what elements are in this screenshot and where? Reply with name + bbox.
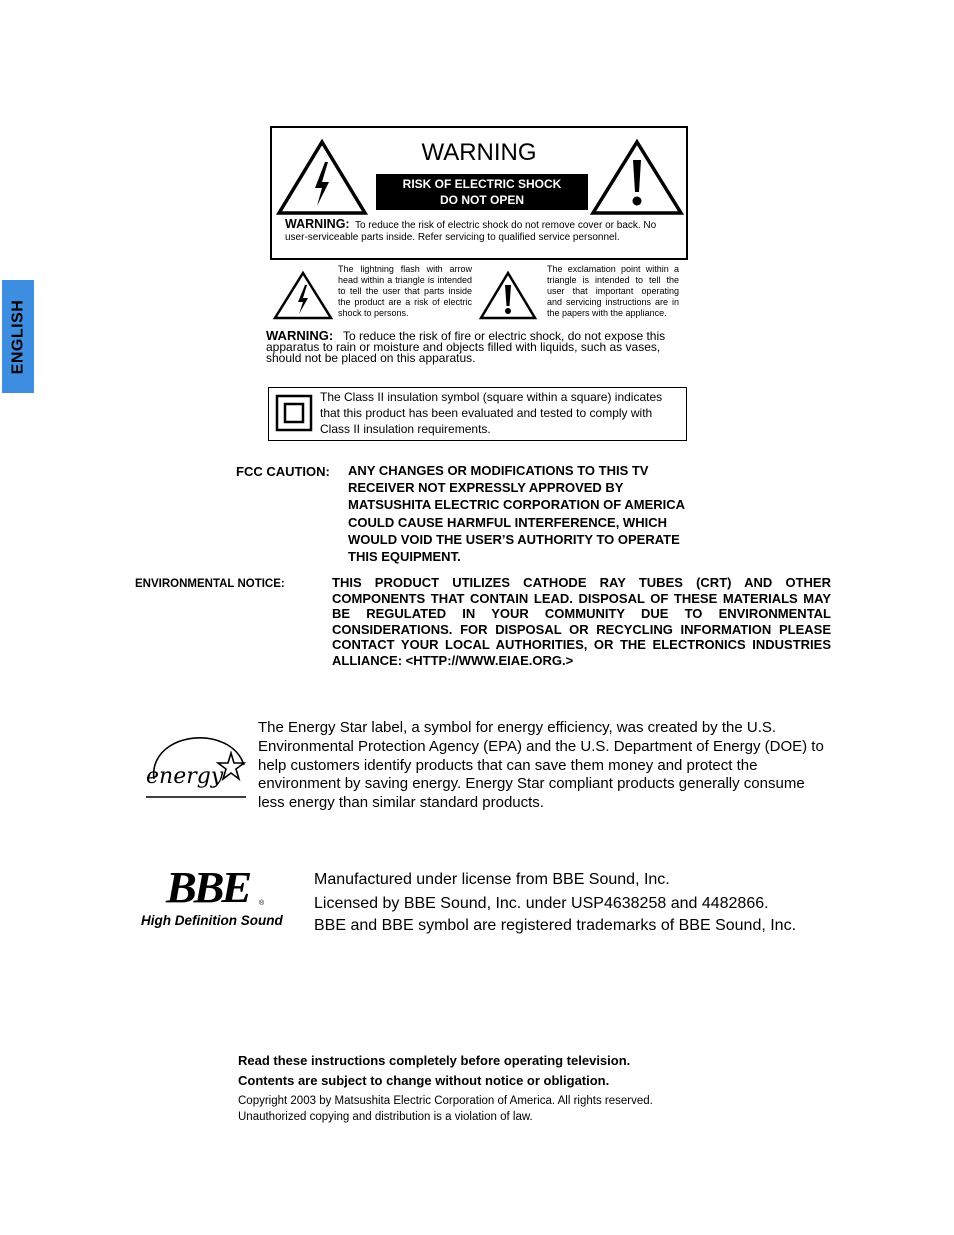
class2-square-icon [275, 394, 313, 432]
warning-text [285, 218, 679, 244]
warning-body: To reduce the risk of electric shock do not remove cover or back. No user-serviceable parts inside. Refer servicing to qualified service personnel. [285, 220, 657, 243]
shock-label-line1: RISK OF ELECTRIC SHOCK [402, 177, 562, 191]
bbe-logo [166, 863, 266, 914]
warning-title: WARNING [421, 139, 537, 166]
footer-line1: Read these instructions completely before operating television. [238, 1053, 631, 1068]
lightning-triangle-icon-small [272, 270, 334, 320]
energy-star-text: The Energy Star label, a symbol for energy efficiency, was created by the U.S. Environmental Protection Agency (EPA) and the U.S. Department of Energy (DOE) to help customers identify products that can save them money and protect the environment by saving energy. Energy Star compliant products generally consume less energy than similar standard products. [258, 719, 824, 812]
fcc-label: FCC CAUTION: [236, 464, 330, 479]
warning-box [270, 126, 688, 260]
language-tab-label: ENGLISH [9, 299, 26, 374]
fcc-line: RECEIVER NOT EXPRESSLY APPROVED BY [348, 480, 624, 496]
shock-label-line2: DO NOT OPEN [439, 193, 524, 207]
fcc-text [348, 462, 728, 565]
bbe-registered-mark: ® [259, 900, 265, 907]
footer-copyright: Copyright 2003 by Matsushita Electric Corporation of America. All rights reserved. [238, 1095, 653, 1107]
fire-warning [266, 330, 686, 364]
warning-word: WARNING: [285, 217, 350, 231]
exclamation-description: The exclamation point within a triangle is intended to tell the user that important operating and servicing instructions are in the papers with the appliance. [547, 264, 679, 318]
class2-text: The Class II insulation symbol (square within a square) indicates that this product has been evaluated and tested to comply with Class II insulation requirements. [320, 390, 663, 436]
bbe-line2: Licensed by BBE Sound, Inc. under USP4638258 and 4482866. [314, 895, 769, 912]
fire-warning-text: To reduce the risk of fire or electric shock, do not expose this apparatus to rain or moisture and objects filled with liquids, such as vases, should not be placed on this apparatus. [266, 329, 666, 365]
shock-label [376, 174, 588, 210]
fcc-line: COULD CAUSE HARMFUL INTERFERENCE, WHICH [348, 514, 667, 530]
footer-line2: Contents are subject to change without notice or obligation. [238, 1073, 610, 1088]
footer-legal: Unauthorized copying and distribution is a violation of law. [238, 1111, 533, 1123]
fcc-line: WOULD VOID THE USER’S AUTHORITY TO OPERATE [348, 531, 680, 547]
exclamation-triangle-icon-small [478, 270, 538, 320]
bbe-tagline: High Definition Sound [141, 913, 283, 928]
environmental-label: ENVIRONMENTAL NOTICE: [135, 578, 285, 590]
bbe-line3: BBE and BBE symbol are registered trademarks of BBE Sound, Inc. [314, 917, 797, 934]
fcc-line: ANY CHANGES OR MODIFICATIONS TO THIS TV [348, 463, 649, 478]
environmental-text: THIS PRODUCT UTILIZES CATHODE RAY TUBES (CRT) AND OTHER COMPONENTS THAT CONTAIN LEAD. DISPOSAL OF THESE MATERIALS MAY BE REGULATED IN YOUR COMMUNITY DUE TO ENVIRONMENTAL CONSIDERATIONS. FOR DISPOSAL OR RECYCLING INFORMATION PLEASE CONTACT YOUR LOCAL AUTHORITIES, OR THE ELECTRONICS INDUSTRIES ALLIANCE: <HTTP://WWW.EIAE.ORG.> [332, 575, 831, 668]
fcc-line: MATSUSHITA ELECTRIC CORPORATION OF AMERICA [348, 497, 686, 513]
energy-logo-text: energy [146, 764, 224, 789]
bbe-line1: Manufactured under license from BBE Sound, Inc. [314, 871, 670, 888]
lightning-description: The lightning flash with arrow head within a triangle is intended to tell the user that parts inside the product are a risk of electric shock to persons. [338, 264, 472, 318]
bbe-text [314, 869, 874, 937]
language-tab [2, 280, 34, 393]
exclamation-triangle-icon [590, 138, 684, 216]
fcc-line: THIS EQUIPMENT. [348, 549, 461, 565]
bbe-logo-text: BBE [166, 863, 249, 912]
energy-star-logo [140, 731, 250, 801]
class2-box [268, 387, 687, 441]
fire-warning-word: WARNING: [266, 328, 334, 343]
